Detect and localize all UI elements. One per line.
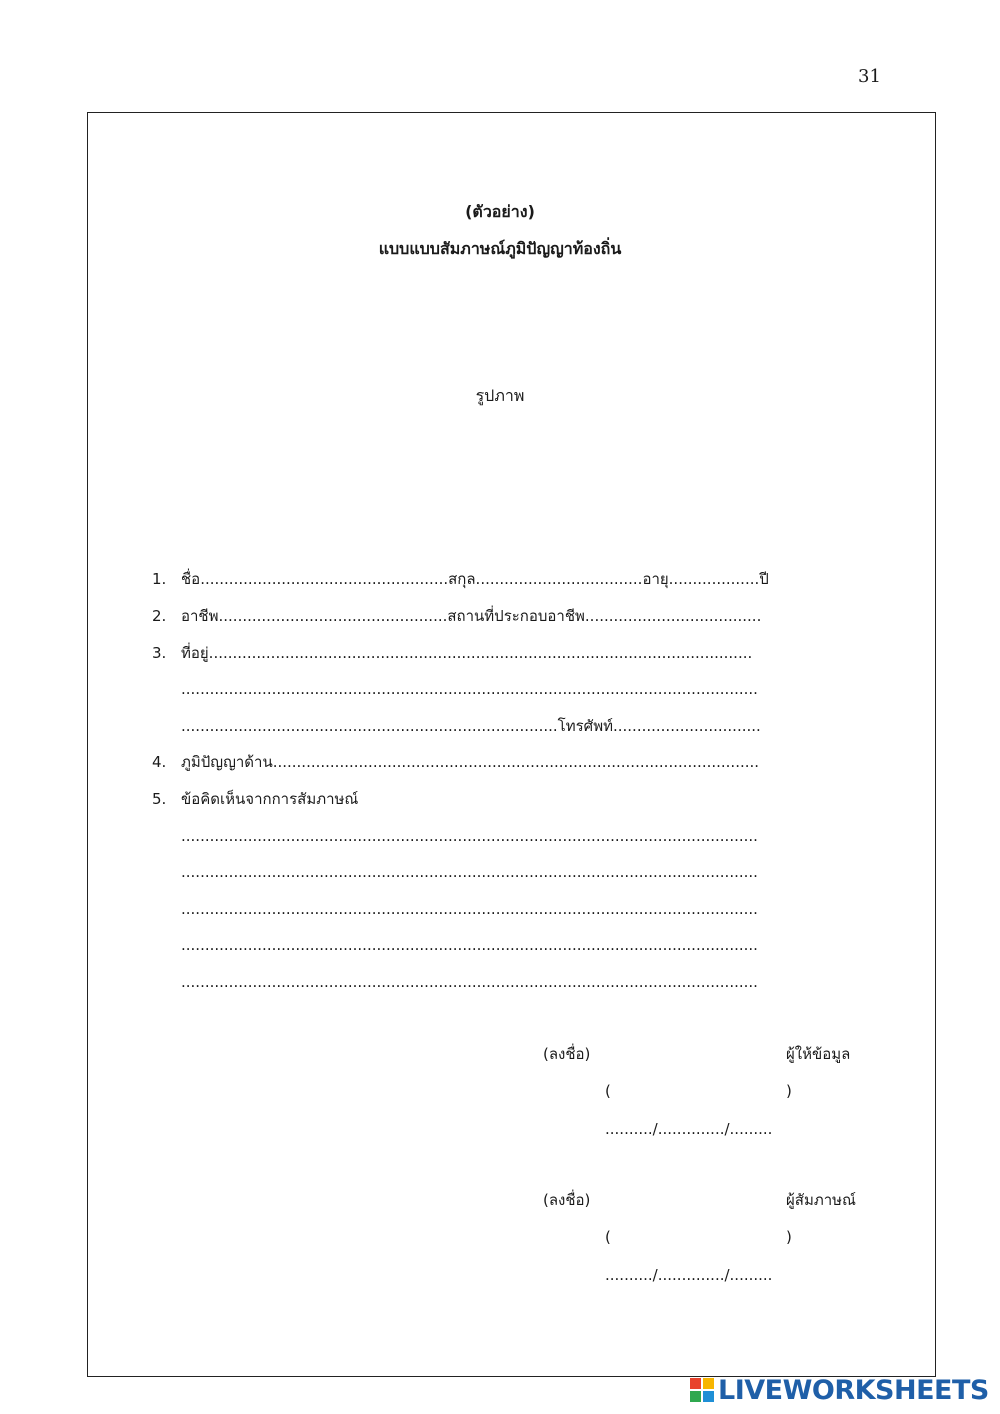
- sign-label-interviewer: (ลงชื่อ): [543, 1191, 591, 1209]
- item-number-5: 5.: [152, 790, 167, 808]
- date-field-interviewer[interactable]: ........../............../.........: [605, 1266, 773, 1284]
- logo-square: [690, 1378, 701, 1389]
- date-field-informant[interactable]: ........../............../.........: [605, 1120, 773, 1138]
- page-number: 31: [858, 66, 881, 87]
- item-number-1: 1.: [152, 570, 167, 588]
- comments-label: ข้อคิดเห็นจากการสัมภาษณ์: [181, 790, 359, 808]
- address-field-line-2[interactable]: .........................................................................................................................: [181, 680, 758, 698]
- address-phone-field-line[interactable]: ...............................................................................โทรศัพท์...............................: [181, 717, 761, 735]
- comment-line[interactable]: .........................................................................................................................: [181, 900, 758, 918]
- comment-line[interactable]: .........................................................................................................................: [181, 863, 758, 881]
- role-interviewer: ผู้สัมภาษณ์: [786, 1191, 856, 1209]
- open-paren: (: [605, 1228, 611, 1246]
- item-number-2: 2.: [152, 607, 167, 625]
- logo-squares-icon: [690, 1378, 714, 1402]
- logo-square: [703, 1391, 714, 1402]
- comment-line[interactable]: .........................................................................................................................: [181, 936, 758, 954]
- example-label: (ตัวอย่าง): [465, 202, 535, 221]
- open-paren: (: [605, 1082, 611, 1100]
- comment-line[interactable]: .........................................................................................................................: [181, 973, 758, 991]
- form-title: แบบแบบสัมภาษณ์ภูมิปัญญาท้องถิ่น: [378, 239, 622, 258]
- liveworksheets-logo: [690, 1374, 989, 1406]
- name-field-line[interactable]: ชื่อ....................................................สกุล...................................อายุ...................ปี: [181, 570, 769, 588]
- item-number-4: 4.: [152, 753, 167, 771]
- occupation-field-line[interactable]: อาชีพ................................................สถานที่ประกอบอาชีพ.....................................: [181, 607, 762, 625]
- close-paren: ): [786, 1228, 792, 1246]
- logo-square: [690, 1391, 701, 1402]
- form-frame: [87, 112, 936, 1377]
- sign-label-informant: (ลงชื่อ): [543, 1045, 591, 1063]
- logo-text: LIVEWORKSHEETS: [718, 1374, 989, 1406]
- logo-square: [703, 1378, 714, 1389]
- address-field-line[interactable]: ที่อยู่..................................................................................................................: [181, 644, 753, 662]
- wisdom-field-line[interactable]: ภูมิปัญญาด้าน......................................................................................................: [181, 753, 760, 771]
- comment-line[interactable]: .........................................................................................................................: [181, 827, 758, 845]
- close-paren: ): [786, 1082, 792, 1100]
- photo-placeholder: รูปภาพ: [475, 386, 525, 405]
- item-number-3: 3.: [152, 644, 167, 662]
- role-informant: ผู้ให้ข้อมูล: [786, 1045, 851, 1063]
